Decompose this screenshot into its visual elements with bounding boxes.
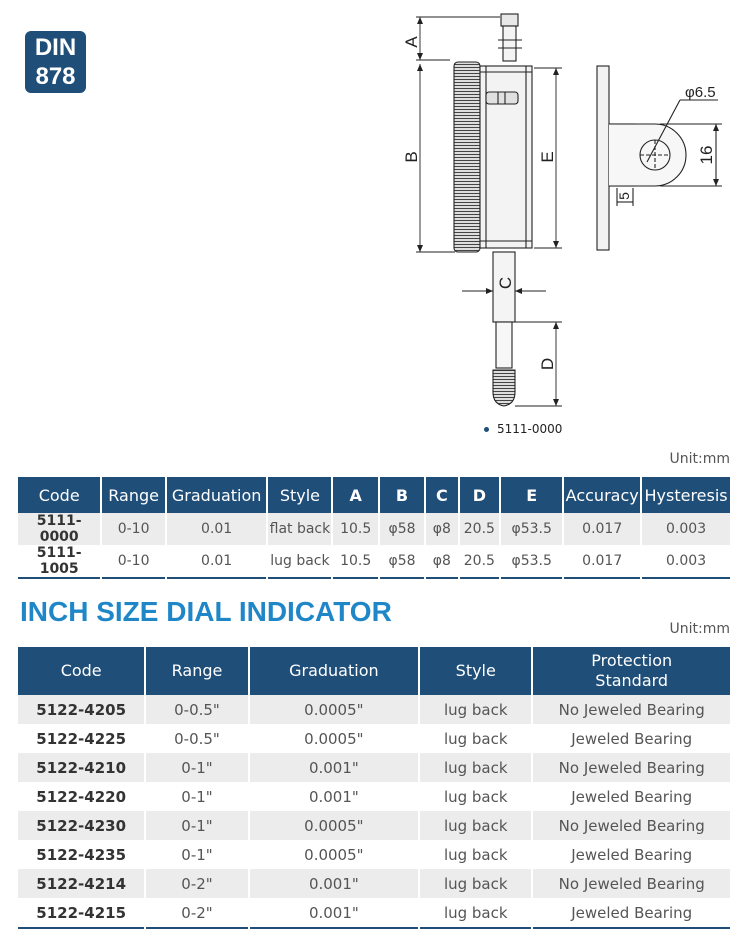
dim-label-five: 5	[616, 192, 632, 200]
cell-protection: No Jeweled Bearing	[532, 753, 730, 782]
col-header: A	[332, 477, 378, 513]
cell-range: 0-1"	[145, 811, 248, 840]
cell-protection: No Jeweled Bearing	[532, 811, 730, 840]
cell-style: flat back	[267, 513, 332, 545]
cell-protection: Jeweled Bearing	[532, 724, 730, 753]
cell-code: 5122-4205	[18, 695, 145, 724]
contact-point	[493, 370, 515, 406]
cell-hysteresis: 0.003	[641, 513, 730, 545]
cell-code: 5122-4220	[18, 782, 145, 811]
cell-style: lug back	[419, 724, 532, 753]
cell-range: 0-10	[101, 513, 165, 545]
col-header: Range	[101, 477, 165, 513]
table-row	[18, 840, 730, 869]
cell-code: 5122-4225	[18, 724, 145, 753]
top-cap	[501, 14, 518, 26]
cell-graduation: 0.0005"	[249, 695, 419, 724]
cell-c: φ8	[425, 513, 458, 545]
cell-protection: Jeweled Bearing	[532, 782, 730, 811]
col-header: B	[379, 477, 425, 513]
cell-graduation: 0.0005"	[249, 811, 419, 840]
section-title: INCH SIZE DIAL INDICATOR	[20, 596, 392, 627]
spec-table-metric	[18, 477, 730, 579]
back-plate	[597, 66, 609, 250]
dim-label-c: C	[496, 276, 515, 290]
spindle	[496, 322, 512, 368]
top-stem	[503, 26, 516, 61]
table-row	[18, 898, 730, 928]
table-row	[18, 753, 730, 782]
col-header: E	[500, 477, 563, 513]
cell-range: 0-1"	[145, 840, 248, 869]
badge-line-2: 878	[35, 63, 76, 90]
table-header-row	[18, 477, 730, 513]
cell-code: 5122-4235	[18, 840, 145, 869]
table-row	[18, 513, 730, 545]
table-row	[18, 869, 730, 898]
spec-table-inch	[18, 647, 730, 929]
table-header-row	[18, 647, 730, 695]
col-header: Graduation	[249, 647, 419, 695]
header-line: Standard	[595, 671, 669, 690]
col-header: Code	[18, 647, 145, 695]
cell-style: lug back	[419, 898, 532, 928]
cell-protection: Jeweled Bearing	[532, 898, 730, 928]
cell-accuracy: 0.017	[563, 513, 641, 545]
col-header: D	[459, 477, 501, 513]
clamp-screw	[486, 92, 518, 104]
cell-protection: Jeweled Bearing	[532, 840, 730, 869]
cell-range: 0-2"	[145, 898, 248, 928]
dim-label-b: B	[402, 151, 421, 163]
cell-graduation: 0.01	[166, 513, 268, 545]
col-header: Code	[18, 477, 101, 513]
bullet-icon	[484, 427, 489, 432]
cell-b: φ58	[379, 513, 425, 545]
cell-graduation: 0.001"	[249, 869, 419, 898]
cell-graduation: 0.001"	[249, 782, 419, 811]
cell-style: lug back	[419, 782, 532, 811]
cell-range: 0-0.5"	[145, 724, 248, 753]
cell-style: lug back	[419, 811, 532, 840]
bezel	[454, 62, 480, 252]
cell-e: φ53.5	[500, 545, 563, 578]
badge-line-1: DIN	[34, 34, 77, 61]
cell-a: 10.5	[332, 545, 378, 578]
dim-label-a: A	[402, 36, 421, 48]
header-line: Protection	[591, 651, 673, 670]
dim-label-d: D	[538, 357, 557, 371]
col-header: Accuracy	[563, 477, 641, 513]
col-header: Range	[145, 647, 248, 695]
unit-label-1: Unit:mm	[669, 451, 730, 467]
cell-style: lug back	[419, 869, 532, 898]
dial-indicator-drawing	[0, 0, 750, 450]
cell-a: 10.5	[332, 513, 378, 545]
cell-e: φ53.5	[500, 513, 563, 545]
cell-graduation: 0.0005"	[249, 724, 419, 753]
cell-graduation: 0.0005"	[249, 840, 419, 869]
cell-d: 20.5	[459, 545, 501, 578]
dim-label-sixteen: 16	[697, 145, 716, 165]
cell-code: 5111-1005	[18, 545, 101, 578]
cell-b: φ58	[379, 545, 425, 578]
cell-code: 5122-4215	[18, 898, 145, 928]
table-row	[18, 724, 730, 753]
cell-c: φ8	[425, 545, 458, 578]
col-header: Style	[267, 477, 332, 513]
cell-style: lug back	[419, 695, 532, 724]
table-row	[18, 545, 730, 578]
cell-style: lug back	[267, 545, 332, 578]
cell-code: 5122-4210	[18, 753, 145, 782]
model-code: 5111-0000	[497, 422, 563, 436]
dim-label-e: E	[538, 151, 557, 163]
cell-protection: No Jeweled Bearing	[532, 869, 730, 898]
cell-graduation: 0.01	[166, 545, 268, 578]
model-label	[484, 422, 562, 436]
unit-label-2: Unit:mm	[669, 621, 730, 637]
cell-range: 0-1"	[145, 753, 248, 782]
cell-graduation: 0.001"	[249, 753, 419, 782]
table-row	[18, 811, 730, 840]
cell-graduation: 0.001"	[249, 898, 419, 928]
cell-range: 0-0.5"	[145, 695, 248, 724]
col-header: C	[425, 477, 458, 513]
cell-style: lug back	[419, 840, 532, 869]
dim-label-phi: φ6.5	[685, 84, 716, 101]
cell-range: 0-10	[101, 545, 165, 578]
col-header: Hysteresis	[641, 477, 730, 513]
col-header: Graduation	[166, 477, 268, 513]
cell-protection: No Jeweled Bearing	[532, 695, 730, 724]
cell-code: 5111-0000	[18, 513, 101, 545]
col-header-protection	[532, 647, 730, 695]
cell-hysteresis: 0.003	[641, 545, 730, 578]
cell-range: 0-2"	[145, 869, 248, 898]
cell-accuracy: 0.017	[563, 545, 641, 578]
table-row	[18, 782, 730, 811]
cell-style: lug back	[419, 753, 532, 782]
cell-code: 5122-4230	[18, 811, 145, 840]
cell-d: 20.5	[459, 513, 501, 545]
cell-range: 0-1"	[145, 782, 248, 811]
cell-code: 5122-4214	[18, 869, 145, 898]
table-row	[18, 695, 730, 724]
col-header: Style	[419, 647, 532, 695]
